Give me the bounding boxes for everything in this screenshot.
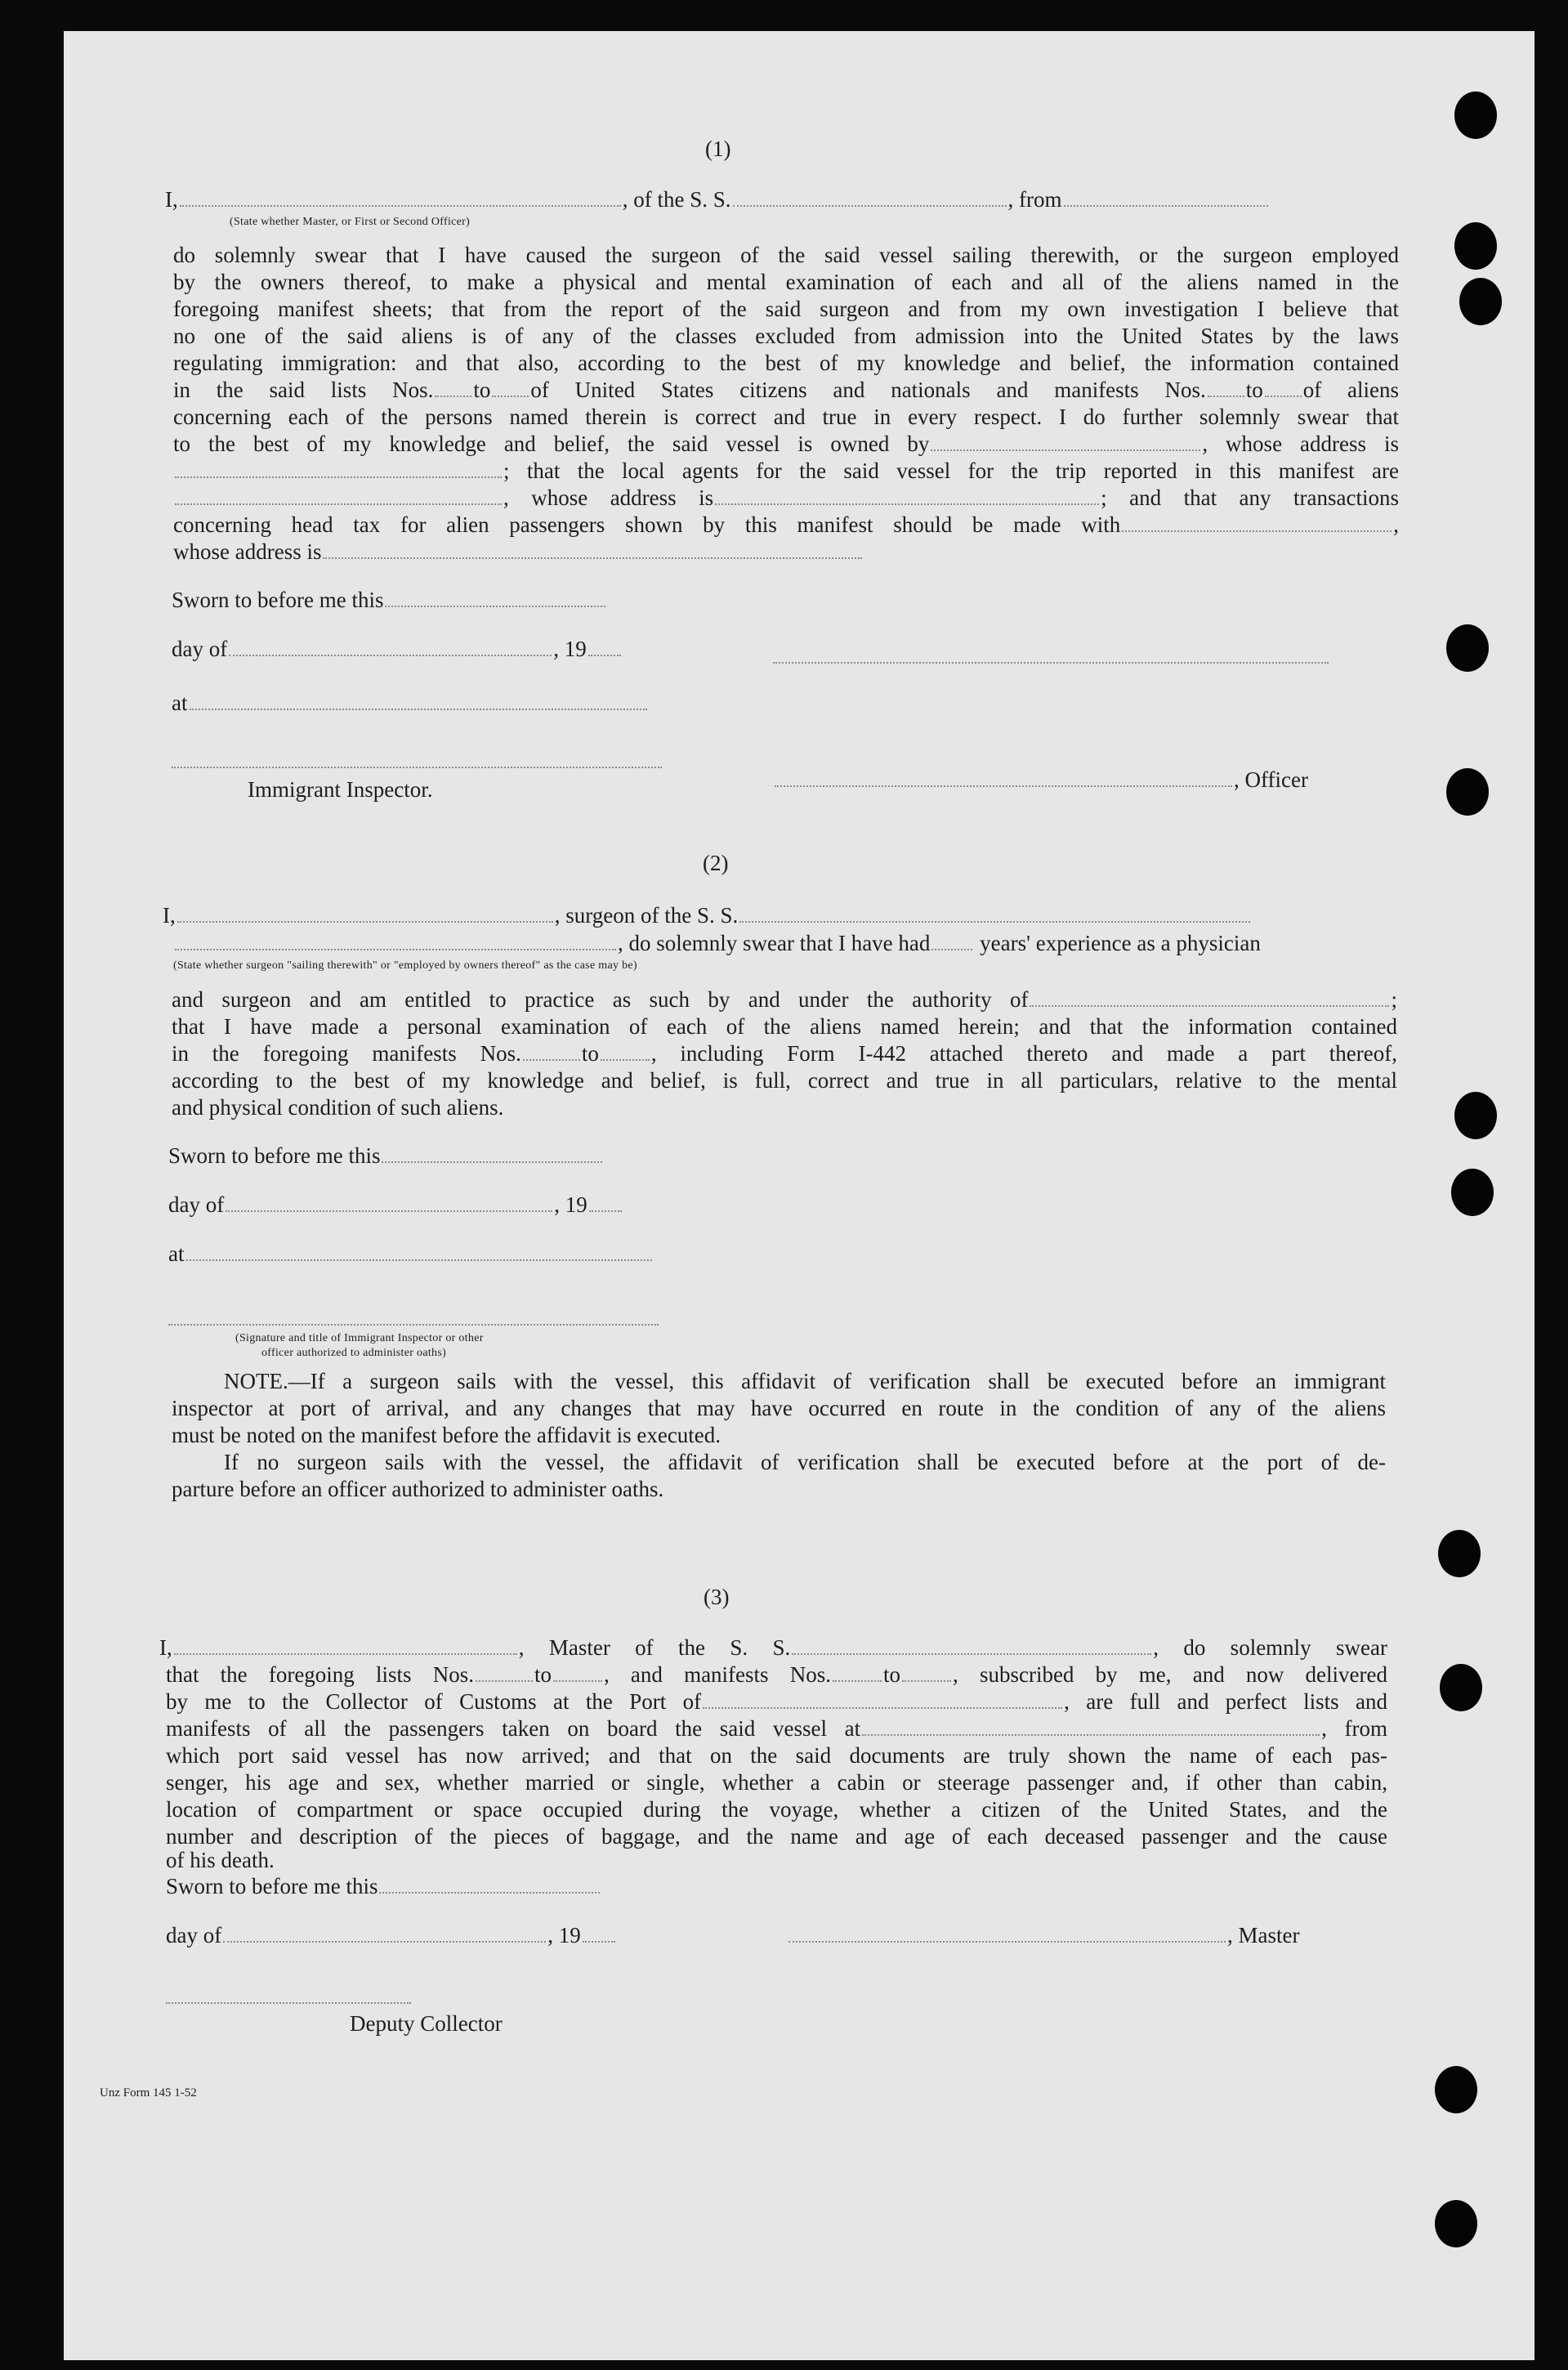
blank-s2-month[interactable] — [226, 1210, 552, 1212]
s1-at: at — [172, 690, 649, 716]
punch-hole-3 — [1459, 278, 1502, 325]
s3-master-line: , Master — [787, 1922, 1299, 1948]
blank-s1-year[interactable] — [588, 654, 621, 656]
blank-surgeon-status[interactable] — [175, 948, 616, 950]
blank-years-experience[interactable] — [931, 948, 972, 950]
blank-boarding-port[interactable] — [862, 1733, 1320, 1736]
blank-s3-vessel[interactable] — [792, 1652, 1151, 1655]
punch-hole-1 — [1454, 92, 1497, 139]
punch-hole-8 — [1438, 1530, 1481, 1577]
note-line-2: inspector at port of arrival, and any changes that may have occurred en route in the condition of any of the aliens — [172, 1396, 1386, 1420]
blank-surgeon-name[interactable] — [177, 920, 553, 923]
blank-manifests-from[interactable] — [1208, 395, 1244, 397]
s3-para-line-4: number and description of the pieces of baggage, and the name and age of each deceased passenger and the cause — [166, 1824, 1387, 1849]
s1-officer-note: (State whether Master, or First or Second Officer) — [230, 216, 471, 228]
s1-para-line-7: concerning each of the persons named therein is correct and true in every respect. I do further solemnly swear that — [173, 405, 1399, 429]
section-2-heading: (2) — [703, 851, 729, 875]
s2-dayof: day of , 19 — [168, 1192, 623, 1218]
s1-para-line-5: regulating immigration: and that also, according to the best of my knowledge and belief, the information contained — [173, 351, 1399, 375]
note-line-5: parture before an officer authorized to administer oaths. — [172, 1477, 664, 1501]
s2-para-line-5: and physical condition of such aliens. — [172, 1095, 504, 1120]
blank-s1-officer[interactable] — [775, 785, 1232, 787]
s2-para-line-3: in the foregoing manifests Nos. to , including Form I-442 attached thereto and made a part thereof, — [172, 1041, 1397, 1066]
s2-para-line-4: according to the best of my knowledge and belief, is full, correct and true in all particulars, relative to the mental — [172, 1068, 1397, 1093]
punch-hole-11 — [1435, 2200, 1477, 2247]
blank-s2-manifest-to[interactable] — [601, 1058, 650, 1061]
s1-officer-signature-line[interactable] — [773, 662, 1329, 664]
s1-inspector-signature-line[interactable] — [172, 767, 662, 768]
s1-officer-line: , Officer — [773, 767, 1308, 793]
blank-practice-authority[interactable] — [1030, 1004, 1389, 1007]
blank-s3-year[interactable] — [583, 1940, 615, 1943]
blank-agents-address[interactable] — [715, 503, 1099, 505]
form-sheet — [64, 31, 1534, 2360]
s1-para-line-8: to the best of my knowledge and belief, the said vessel is owned by , whose address is — [173, 432, 1399, 456]
s1-para-line-3: foregoing manifest sheets; that from the report of the said surgeon and from my own investigation I believe that — [173, 297, 1399, 321]
blank-head-tax-address[interactable] — [323, 557, 862, 559]
punch-hole-9 — [1440, 1664, 1482, 1711]
blank-master-signature[interactable] — [788, 1940, 1226, 1943]
blank-s1-month[interactable] — [229, 654, 552, 656]
punch-hole-6 — [1454, 1092, 1497, 1139]
blank-s3-manifests-to[interactable] — [902, 1679, 951, 1682]
s2-line-1: I, , surgeon of the S. S. — [163, 902, 1252, 928]
blank-lists-to[interactable] — [492, 395, 529, 397]
s3-collector-signature-line[interactable] — [166, 2002, 411, 2004]
blank-s1-sworn-day[interactable] — [385, 605, 605, 607]
blank-vessel-owner[interactable] — [931, 449, 1200, 451]
s1-para-line-10: , whose address is ; and that any transactions — [173, 485, 1399, 511]
blank-s3-sworn-day[interactable] — [379, 1891, 600, 1894]
blank-lists-from[interactable] — [435, 395, 471, 397]
form-number: Unz Form 145 1-52 — [100, 2086, 197, 2099]
s2-sworn: Sworn to before me this — [168, 1143, 604, 1169]
punch-hole-10 — [1435, 2066, 1477, 2113]
blank-officer-name[interactable] — [180, 204, 621, 207]
s1-para-line-6: in the said lists Nos. to of United States citizens and nationals and manifests Nos. to of aliens — [173, 378, 1399, 402]
blank-s3-lists-from[interactable] — [476, 1679, 533, 1682]
section-1-heading: (1) — [705, 136, 731, 161]
punch-hole-7 — [1451, 1169, 1494, 1216]
s2-line-2: , do solemnly swear that I have had years' experience as a physician — [173, 930, 1261, 956]
s1-para-line-9: ; that the local agents for the said vessel for the trip reported in this manifest are — [173, 458, 1399, 484]
s2-para-line-1: and surgeon and am entitled to practice as such by and under the authority of ; — [172, 987, 1397, 1012]
s2-signature-line[interactable] — [168, 1324, 659, 1326]
s3-line-1: I, , Master of the S. S. , do solemnly swear — [159, 1635, 1387, 1660]
s3-line-4: manifests of all the passengers taken on board the said vessel at , from — [166, 1716, 1387, 1741]
s3-para-line-3: location of compartment or space occupied during the voyage, whether a citizen of the United States, and the — [166, 1797, 1387, 1822]
s3-para-line-2: senger, his age and sex, whether married or single, whether a cabin or steerage passenger and, if other than cabin, — [166, 1770, 1387, 1795]
blank-s2-sworn-day[interactable] — [382, 1160, 602, 1163]
s1-para-line-12: whose address is — [173, 539, 864, 565]
punch-hole-2 — [1454, 222, 1497, 270]
s2-surgeon-note: (State whether surgeon "sailing therewith" or "employed by owners thereof" as the case may be) — [173, 959, 637, 972]
blank-head-tax-party[interactable] — [1122, 530, 1392, 532]
s3-line-2: that the foregoing lists Nos. to , and manifests Nos. to , subscribed by me, and now delivered — [166, 1662, 1388, 1687]
blank-s3-lists-to[interactable] — [553, 1679, 602, 1682]
s1-para-line-1: do solemnly swear that I have caused the surgeon of the said vessel sailing therewith, or the surgeon employed — [173, 243, 1399, 267]
s1-inspector-label: Immigrant Inspector. — [248, 777, 433, 802]
s1-para-line-2: by the owners thereof, to make a physical and mental examination of each and all of the aliens named in the — [173, 270, 1399, 294]
s1-line-1: I, , of the S. S. , from — [165, 186, 1270, 212]
blank-vessel-name[interactable] — [733, 204, 1007, 207]
blank-master-name[interactable] — [174, 1652, 517, 1655]
punch-hole-5 — [1446, 768, 1489, 816]
s2-sig-note-2: officer authorized to administer oaths) — [261, 1347, 447, 1359]
section-3-heading: (3) — [704, 1585, 730, 1609]
s3-sworn: Sworn to before me this — [166, 1873, 601, 1899]
s1-sworn: Sworn to before me this — [172, 587, 607, 613]
blank-owner-address[interactable] — [175, 476, 502, 478]
blank-port-of[interactable] — [703, 1706, 1062, 1709]
s3-collector-label: Deputy Collector — [350, 2011, 503, 2036]
s2-para-line-2: that I have made a personal examination of each of the aliens named herein; and that the information contained — [172, 1014, 1397, 1039]
s2-at: at — [168, 1241, 654, 1267]
blank-manifests-to[interactable] — [1265, 395, 1302, 397]
s1-dayof: day of , 19 — [172, 636, 623, 662]
s3-line-3: by me to the Collector of Customs at the Port of , are full and perfect lists and — [166, 1689, 1387, 1714]
punch-hole-4 — [1446, 624, 1489, 672]
blank-s2-year[interactable] — [589, 1210, 622, 1212]
note-line-3: must be noted on the manifest before the affidavit is executed. — [172, 1423, 721, 1447]
blank-s2-manifest-from[interactable] — [523, 1058, 580, 1061]
s3-para-line-1: which port said vessel has now arrived; and that on the said documents are truly shown the name of each pas- — [166, 1743, 1387, 1768]
s2-sig-note-1: (Signature and title of Immigrant Inspector or other — [235, 1332, 484, 1344]
blank-s3-manifests-from[interactable] — [833, 1679, 882, 1682]
s1-para-line-11: concerning head tax for alien passengers shown by this manifest should be made with , — [173, 512, 1399, 537]
blank-s2-vessel[interactable] — [739, 920, 1250, 923]
s1-para-line-4: no one of the said aliens is of any of the classes excluded from admission into the United States by the laws — [173, 324, 1399, 348]
s3-dayof: day of , 19 — [166, 1922, 617, 1948]
blank-s1-place[interactable] — [190, 708, 647, 710]
blank-local-agents[interactable] — [175, 503, 502, 505]
blank-from-port[interactable] — [1064, 204, 1268, 207]
note-line-1: NOTE.—If a surgeon sails with the vessel, this affidavit of verification shall be executed before an immigrant — [224, 1369, 1386, 1393]
blank-s2-place[interactable] — [186, 1259, 652, 1261]
note-line-4: If no surgeon sails with the vessel, the affidavit of verification shall be executed before at the port of de- — [224, 1450, 1386, 1474]
s3-para-line-5: of his death. — [166, 1848, 275, 1872]
blank-s3-month[interactable] — [223, 1940, 546, 1943]
